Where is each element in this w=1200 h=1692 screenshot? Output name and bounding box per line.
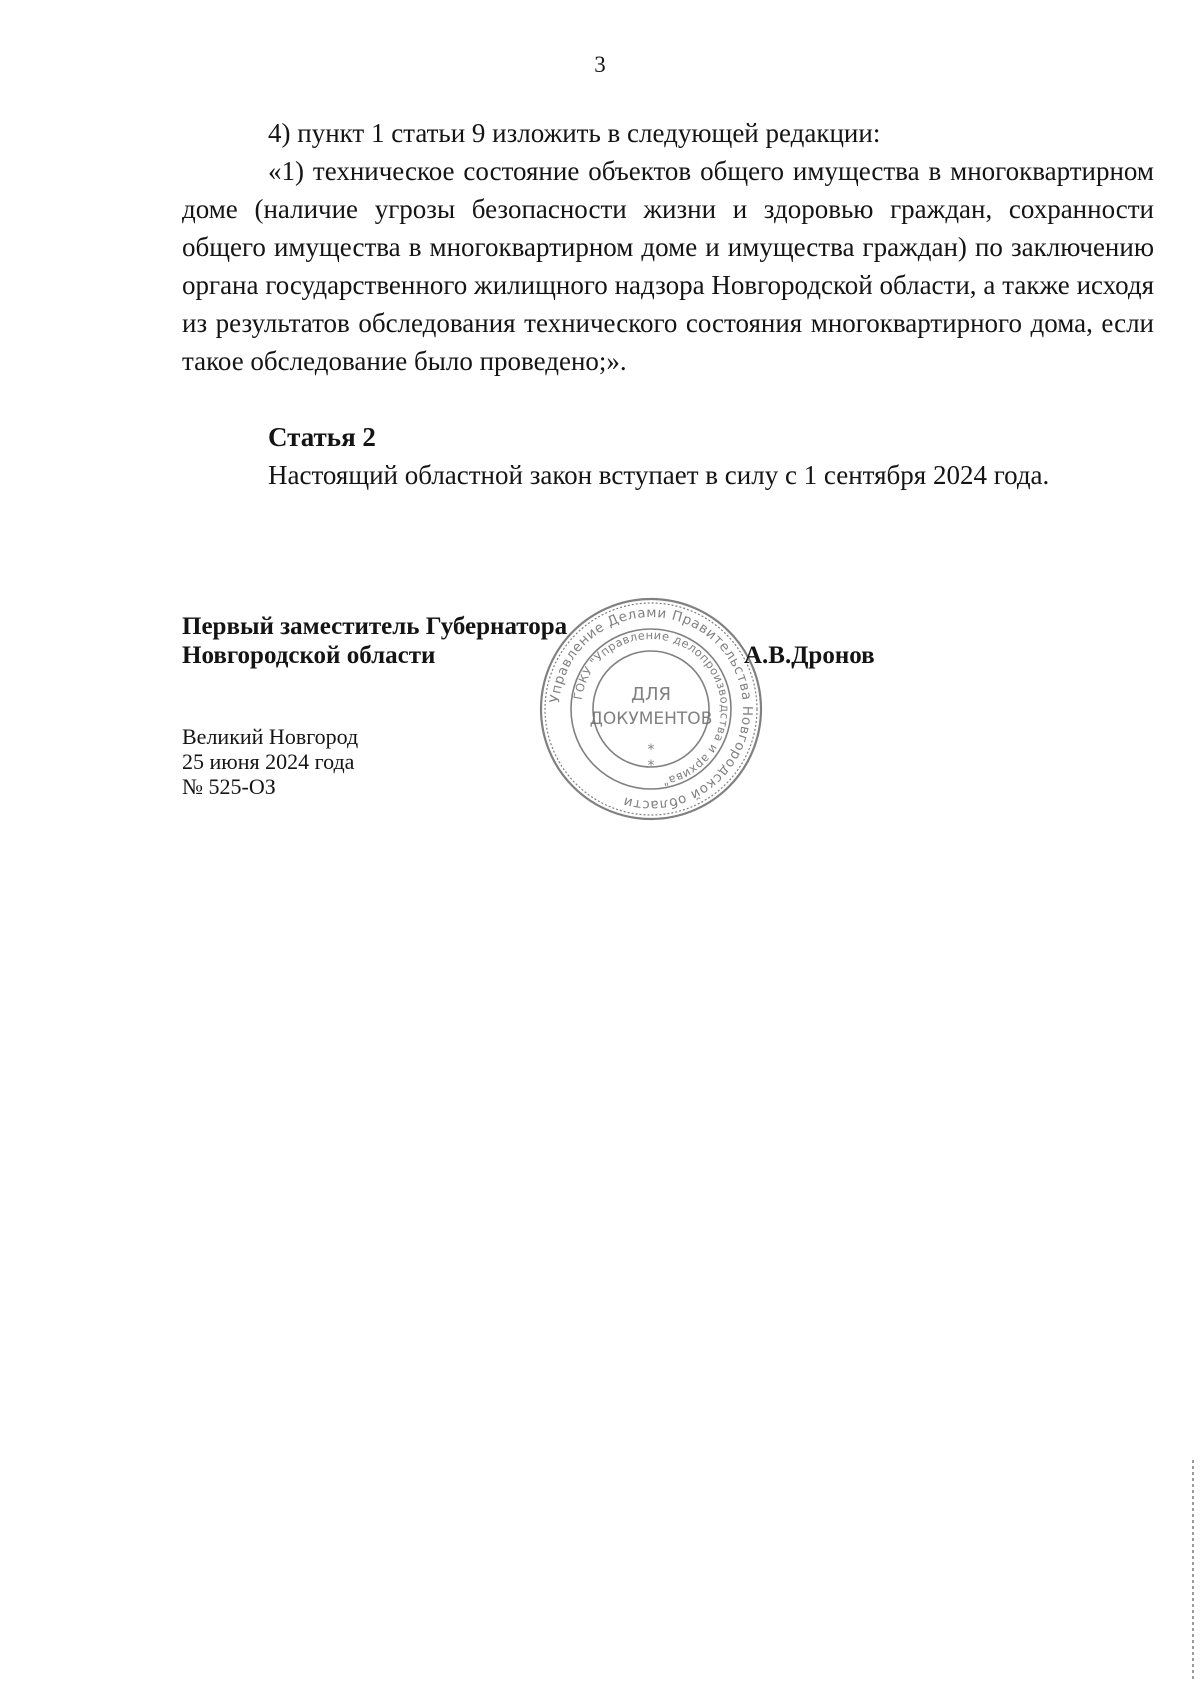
amendment-item-text: «1) техническое состояние объектов общего имущества в многоквартирном доме (наличие угрозы безопасности жизни и здоровью граждан, сохранности общего имущества в многоквартирном доме и имущества граждан) по заключению органа государственного жилищного надзора Новгородской области, а также исходя из результатов обследования технического состояния многоквартирного дома, если такое обследование было проведено;». [182,156,1154,376]
place-city: Великий Новгород [182,724,359,749]
signatory-position-line2: Новгородской области [182,642,436,669]
seal-star-icon: * [647,742,655,758]
seal-outer-text: Управление Делами Правительства Новгородской области [547,604,756,814]
place-date-block [182,724,358,799]
official-seal-stamp [536,594,766,824]
signatory-position [182,612,567,670]
seal-star-icon: * [647,758,655,774]
scan-edge-artifact [1192,1460,1194,1680]
law-date: 25 июня 2024 года [182,749,355,774]
article-2-text: Настоящий областной закон вступает в силу с 1 сентября 2024 года. [268,460,1050,490]
law-number: № 525-ОЗ [182,774,276,799]
amendment-block [182,114,1154,380]
signatory-name: А.В.Дронов [744,642,875,669]
seal-center-line1: ДЛЯ [630,684,672,705]
seal-inner-text: ГОКУ "Управление делопроизводства и архива" [570,627,733,789]
article-2-heading: Статья 2 [268,422,376,452]
seal-center-line2: ДОКУМЕНТОВ [589,709,713,729]
signatory-position-line1: Первый заместитель Губернатора [182,613,568,640]
page-number: 3 [594,52,606,77]
seal-graphic [536,594,766,824]
amendment-item-intro: 4) пункт 1 статьи 9 изложить в следующей редакции: [268,118,881,148]
